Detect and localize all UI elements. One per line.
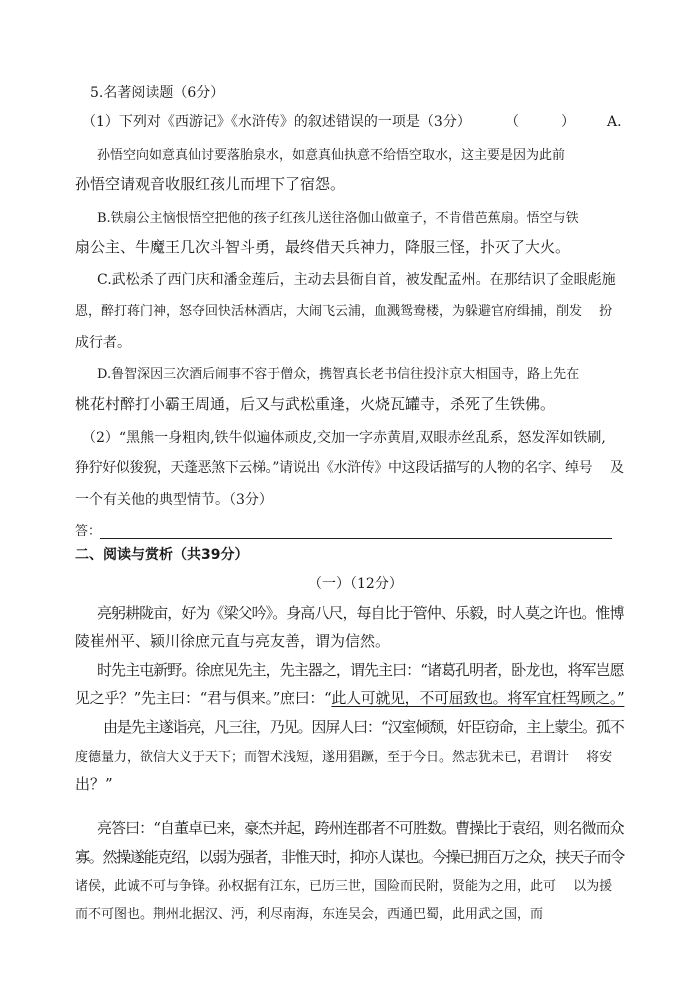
passage-p4-line-2: 寡。然操遂能克绍，以弱为强者，非惟天时，抑亦人谋也。今操已拥百万之众，挟天子而令	[75, 848, 625, 866]
passage-p4-line-4: 而不可图也。荆州北据汉、沔，利尽南海，东连吴会，西通巴蜀，此用武之国，而	[75, 907, 544, 922]
passage-p2-line-1: 时先主屯新野。徐庶见先主，先主器之，谓先主曰：“诸葛孔明者，卧龙也，将军岂愿	[97, 661, 624, 679]
option-b-line-2: 扇公主、牛魔王几次斗智斗勇，最终借天兵神力，降服三怪，扑灭了大火。	[75, 238, 571, 256]
passage-p3-line-3: 出？”	[75, 775, 113, 793]
passage-p4-line-3: 诸侯，此诚不可与争锋。孙权据有江东，已历三世，国险而民附，贤能为之用，此可 以为援	[75, 879, 613, 894]
underlined-sentence: 此人可就见，不可屈致也。将军宜枉驾顾之。”	[331, 689, 625, 707]
question-5-2-line-1: （2）“黑熊一身粗肉,铁牛似遍体顽皮,交加一字赤黄眉,双眼赤丝乱系，怒发浑如铁刷,	[82, 430, 606, 446]
section-2-heading: 二、阅读与赏析（共39分）	[75, 547, 249, 563]
answer-line[interactable]	[100, 538, 612, 539]
option-d-line-2: 桃花村醉打小霸王周通，后又与武松重逢，火烧瓦罐寺，杀死了生铁佛。	[75, 395, 556, 413]
passage-p3-line-2: 度德量力，欲信大义于天下；而智术浅短，遂用猖蹶，至于今日。然志犹未已，君谓计 将安	[75, 750, 613, 765]
answer-bracket: （ ）	[505, 114, 575, 130]
part-1-title: （一）（12分）	[308, 576, 403, 592]
option-c-line-1: C.武松杀了西门庆和潘金莲后，主动去县衙自首，被发配孟州。在那结识了金眼彪施	[97, 272, 616, 288]
option-a-line-1: 孙悟空向如意真仙讨要落胎泉水，如意真仙执意不给悟空取水，这主要是因为此前	[97, 148, 566, 163]
question-5-2-line-2: 狰狞好似狻猊，天蓬恶煞下云梯。”请说出《水浒传》中这段话描写的人物的名字、绰号 及	[75, 460, 624, 476]
option-b-line-1: B.铁扇公主恼恨悟空把他的孩子红孩儿送往洛伽山做童子，不肯借芭蕉扇。悟空与铁	[97, 211, 579, 226]
option-c-line-3: 成行者。	[75, 335, 131, 351]
passage-p4-line-1: 亮答曰：“自董卓已来，豪杰并起，跨州连郡者不可胜数。曹操比于袁绍，则名微而众	[97, 819, 624, 837]
option-d-line-1: D.鲁智深因三次酒后闹事不容于僧众，携智真长老书信往投汴京大相国寺，路上先在	[97, 367, 580, 382]
option-a-line-2: 孙悟空请观音收服红孩儿而埋下了宿怨。	[75, 175, 346, 193]
question-5-1-stem: （1）下列对《西游记》《水浒传》的叙述错误的一项是（3分）	[82, 114, 471, 130]
option-a-label: A.	[607, 114, 622, 130]
passage-p1-line-1: 亮躬耕陇亩，好为《梁父吟》。身高八尺，每自比于管仲、乐毅，时人莫之许也。惟博	[97, 604, 624, 622]
answer-label: 答：	[75, 524, 102, 539]
option-c-line-2: 恩，醉打蒋门神，怒夺回快活林酒店，大闹飞云浦，血溅鸳鸯楼，为躲避官府缉捕，削发 扮	[75, 304, 613, 319]
passage-p2-line-2	[75, 691, 624, 706]
passage-p1-line-2: 陵崔州平、颍川徐庶元直与亮友善，谓为信然。	[75, 632, 391, 650]
passage-p3-line-1: 由是先主遂诣亮，凡三往，乃见。因屏人曰：“汉室倾颓，奸臣窃命，主上蒙尘。孤不	[103, 718, 624, 736]
question-5-2-line-3: 一个有关他的典型情节。（3分）	[75, 492, 273, 508]
passage-p2-line-2-text: 见之乎？”先主曰：“君与俱来。”庶曰：“	[75, 689, 332, 707]
question-5-title: 5.名著阅读题（6分）	[90, 85, 225, 101]
